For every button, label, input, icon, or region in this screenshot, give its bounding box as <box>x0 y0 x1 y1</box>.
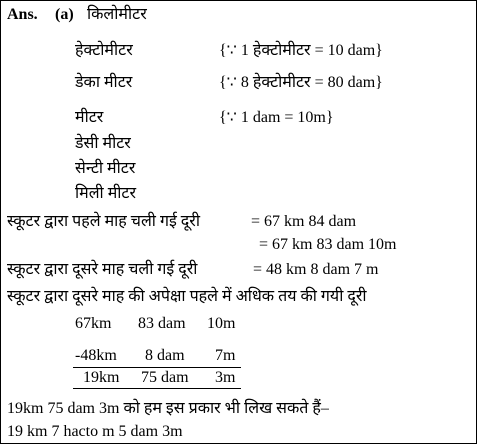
conclusion-line1: 19km 75 dam 3m को हम इस प्रकार भी लिख सकते हैं– <box>7 400 329 417</box>
month2-label: स्कूटर द्वारा दूसरे माह चली गई दूरी <box>7 261 198 278</box>
sub-result-dam: 75 dam <box>141 369 189 386</box>
unit-meter: मीटर <box>75 109 104 126</box>
note-decameter: {∵ 8 हेक्टोमीटर = 80 dam} <box>219 74 383 91</box>
unit-kilometer: किलोमीटर <box>87 6 147 23</box>
part-label: (a) <box>55 6 74 23</box>
sub-row2-m: 7m <box>215 347 236 364</box>
sub-row2-dam: 8 dam <box>145 347 185 364</box>
month1-value: = 67 km 84 dam <box>251 213 357 230</box>
sub-row2-km: -48km <box>75 347 117 364</box>
unit-decimeter: डेसी मीटर <box>75 135 131 152</box>
subtraction-rule-bottom <box>73 388 241 389</box>
sub-result-m: 3m <box>215 369 236 386</box>
unit-centimeter: सेन्टी मीटर <box>75 160 136 177</box>
month1-label: स्कूटर द्वारा पहले माह चली गई दूरी <box>7 213 200 230</box>
month2-value: = 48 km 8 dam 7 m <box>253 261 379 278</box>
sub-row1-dam: 83 dam <box>138 315 186 332</box>
note-meter: {∵ 1 dam = 10m} <box>219 109 334 126</box>
unit-millimeter: मिली मीटर <box>75 185 137 202</box>
note-hectometer: {∵ 1 हेक्टोमीटर = 10 dam} <box>219 42 383 59</box>
unit-decameter: डेका मीटर <box>75 74 133 91</box>
sub-result-km: 19km <box>83 369 120 386</box>
sub-row1-m: 10m <box>207 315 236 332</box>
sub-row1-km: 67km <box>75 315 112 332</box>
comparison-text: स्कूटर द्वारा दूसरे माह की अपेक्षा पहले में अधिक तय की गयी दूरी <box>7 288 367 305</box>
conclusion-line2: 19 km 7 hacto m 5 dam 3m <box>7 423 183 440</box>
unit-hectometer: हेक्टोमीटर <box>75 42 133 59</box>
ans-prefix: Ans. <box>7 6 38 23</box>
month1-value-converted: = 67 km 83 dam 10m <box>259 236 397 253</box>
